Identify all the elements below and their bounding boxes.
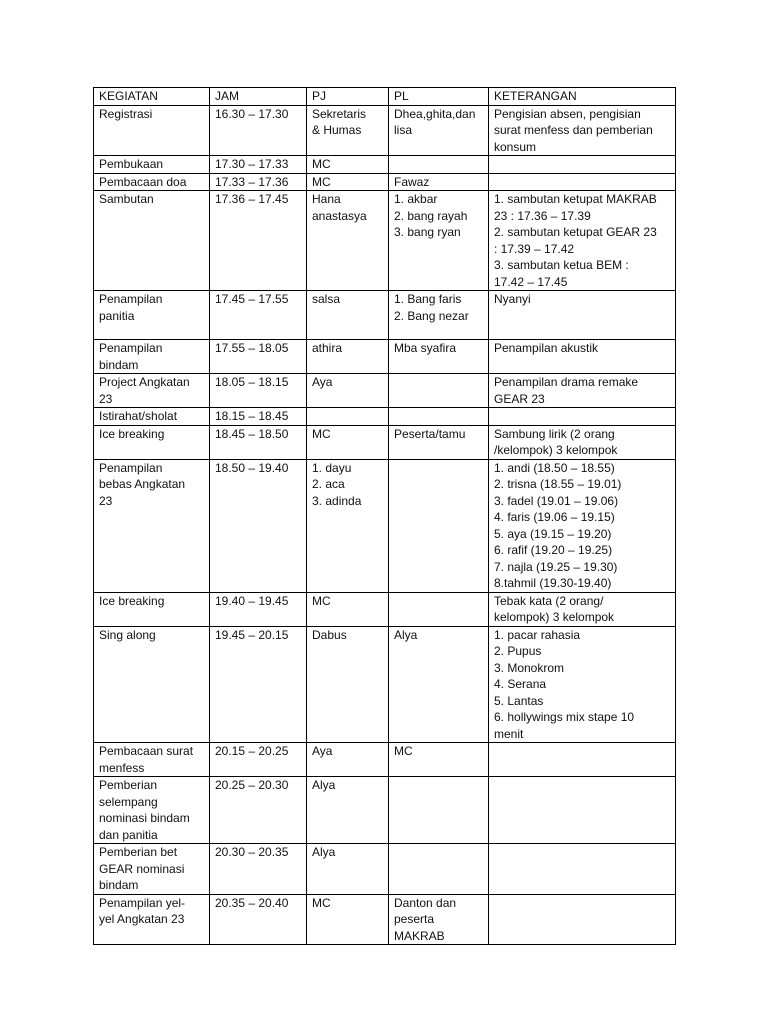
- cell-line: 3. sambutan ketua BEM :: [494, 258, 629, 272]
- cell-pl: [389, 626, 489, 743]
- cell-line: 4. Serana: [494, 677, 547, 691]
- cell-line: menit: [494, 726, 524, 741]
- cell-line: Dabus: [312, 627, 347, 642]
- cell-pl: [389, 459, 489, 592]
- cell-kegiatan: [94, 894, 210, 945]
- cell-pj: [307, 743, 389, 777]
- cell-jam: [210, 408, 307, 426]
- cell-line: & Humas: [312, 123, 362, 137]
- cell-kegiatan: [94, 291, 210, 340]
- table-row: [94, 592, 676, 626]
- table-row: [94, 374, 676, 408]
- cell-line: 4. faris (19.06 – 19.15): [494, 510, 615, 524]
- cell-line: Danton dan: [394, 895, 457, 910]
- cell-line: MC: [312, 174, 331, 189]
- cell-jam: [210, 291, 307, 340]
- table-row: [94, 777, 676, 844]
- cell-line: 18.15 – 18.45: [215, 409, 289, 423]
- cell-line: Penampilan drama remake: [494, 375, 639, 389]
- cell-kegiatan: [94, 191, 210, 291]
- cell-pj: [307, 173, 389, 191]
- cell-pj: [307, 374, 389, 408]
- cell-pj: [307, 291, 389, 340]
- cell-line: menfess: [99, 760, 145, 775]
- cell-kegiatan: [94, 374, 210, 408]
- cell-kegiatan: [94, 425, 210, 459]
- cell-line: 20.30 – 20.35: [215, 845, 289, 859]
- cell-pj: [307, 777, 389, 844]
- cell-line: 5. Lantas: [494, 693, 544, 708]
- cell-line: MC: [312, 593, 331, 608]
- cell-line: Dhea,ghita,dan: [394, 106, 476, 121]
- table-row: [94, 844, 676, 895]
- cell-ket: [489, 743, 676, 777]
- cell-jam: [210, 626, 307, 743]
- cell-jam: [210, 374, 307, 408]
- cell-line: Registrasi: [99, 106, 153, 121]
- cell-kegiatan: [94, 340, 210, 374]
- cell-kegiatan: [94, 156, 210, 174]
- header-jam: JAM: [210, 88, 307, 106]
- cell-line: konsum: [494, 139, 537, 154]
- cell-line: 23 : 17.36 – 17.39: [494, 208, 591, 223]
- cell-line: athira: [312, 341, 343, 355]
- cell-line: Alya: [312, 778, 336, 792]
- cell-ket: [489, 173, 676, 191]
- cell-line: Ice breaking: [99, 426, 165, 441]
- cell-pl: [389, 408, 489, 426]
- cell-ket: [489, 626, 676, 743]
- cell-line: 2. sambutan ketupat GEAR 23: [494, 225, 657, 239]
- cell-kegiatan: [94, 459, 210, 592]
- cell-pl: [389, 156, 489, 174]
- cell-pj: [307, 191, 389, 291]
- cell-line: 16.30 – 17.30: [215, 106, 289, 121]
- table-row: [94, 105, 676, 156]
- cell-ket: [489, 105, 676, 156]
- cell-line: 2. aca: [312, 477, 345, 491]
- table-row: [94, 340, 676, 374]
- cell-pj: [307, 844, 389, 895]
- cell-pj: [307, 592, 389, 626]
- cell-pl: [389, 425, 489, 459]
- cell-line: Sekretaris: [312, 106, 367, 121]
- cell-pj: [307, 105, 389, 156]
- cell-ket: [489, 156, 676, 174]
- cell-ket: [489, 844, 676, 895]
- cell-line: 2. Pupus: [494, 644, 542, 658]
- cell-line: salsa: [312, 292, 341, 306]
- cell-jam: [210, 844, 307, 895]
- table-row: [94, 425, 676, 459]
- cell-line: 2. trisna (18.55 – 19.01): [494, 477, 622, 491]
- cell-line: Nyanyi: [494, 292, 531, 306]
- cell-line: Penampilan yel-: [99, 895, 186, 910]
- cell-line: 3. bang ryan: [394, 225, 461, 239]
- cell-pl: [389, 894, 489, 945]
- cell-line: 19.40 – 19.45: [215, 593, 289, 608]
- cell-jam: [210, 743, 307, 777]
- cell-line: 5. aya (19.15 – 19.20): [494, 526, 612, 541]
- cell-line: : 17.39 – 17.42: [494, 241, 575, 256]
- cell-line: 23: [99, 391, 113, 406]
- cell-line: 17.36 – 17.45: [215, 192, 289, 206]
- cell-ket: [489, 425, 676, 459]
- cell-line: 17.30 – 17.33: [215, 157, 289, 171]
- cell-line: 1. pacar rahasia: [494, 627, 581, 642]
- cell-line: 1. akbar: [394, 192, 438, 206]
- cell-jam: [210, 777, 307, 844]
- cell-line: Pembukaan: [99, 157, 164, 171]
- table-row: [94, 173, 676, 191]
- cell-line: kelompok) 3 kelompok: [494, 610, 615, 624]
- cell-pl: [389, 592, 489, 626]
- cell-pj: [307, 894, 389, 945]
- cell-pj: [307, 408, 389, 426]
- cell-line: 20.25 – 20.30: [215, 778, 289, 792]
- cell-line: 23: [99, 493, 113, 508]
- cell-kegiatan: [94, 844, 210, 895]
- cell-kegiatan: [94, 743, 210, 777]
- cell-line: bindam: [99, 878, 139, 892]
- cell-jam: [210, 425, 307, 459]
- cell-kegiatan: [94, 777, 210, 844]
- table-row: [94, 408, 676, 426]
- cell-line: MC: [312, 895, 331, 910]
- cell-line: Project Angkatan: [99, 375, 190, 389]
- cell-pl: [389, 105, 489, 156]
- cell-line: GEAR 23: [494, 391, 545, 406]
- cell-line: Istirahat/sholat: [99, 409, 178, 423]
- cell-line: Alya: [312, 845, 336, 859]
- cell-line: Pembacaan doa: [99, 174, 187, 189]
- cell-line: panitia: [99, 308, 135, 323]
- cell-ket: [489, 459, 676, 592]
- cell-line: 19.45 – 20.15: [215, 627, 289, 642]
- cell-line: MC: [312, 426, 331, 441]
- cell-pl: [389, 291, 489, 340]
- cell-jam: [210, 173, 307, 191]
- header-pl: PL: [389, 88, 489, 106]
- cell-line: 20.15 – 20.25: [215, 744, 289, 758]
- cell-pl: [389, 777, 489, 844]
- cell-pl: [389, 844, 489, 895]
- cell-jam: [210, 459, 307, 592]
- cell-line: 1. dayu: [312, 460, 352, 475]
- table-row: [94, 191, 676, 291]
- cell-ket: [489, 191, 676, 291]
- cell-line: Penampilan: [99, 341, 163, 355]
- table-row: [94, 156, 676, 174]
- cell-line: yel Angkatan 23: [99, 912, 185, 926]
- cell-pl: [389, 191, 489, 291]
- cell-line: Penampilan: [99, 460, 163, 475]
- cell-pl: [389, 374, 489, 408]
- cell-line: 1. Bang faris: [394, 292, 462, 306]
- cell-jam: [210, 191, 307, 291]
- cell-line: Pemberian: [99, 778, 158, 792]
- cell-line: peserta: [394, 912, 435, 926]
- cell-line: 1. sambutan ketupat MAKRAB: [494, 192, 657, 206]
- cell-ket: [489, 592, 676, 626]
- cell-pl: [389, 340, 489, 374]
- cell-line: Aya: [312, 744, 333, 758]
- cell-jam: [210, 894, 307, 945]
- header-pj: PJ: [307, 88, 389, 106]
- cell-line: 18.50 – 19.40: [215, 460, 289, 475]
- cell-line: 3. adinda: [312, 493, 362, 508]
- cell-line: Pembacaan surat: [99, 744, 194, 758]
- cell-jam: [210, 105, 307, 156]
- cell-line: Pemberian bet: [99, 845, 178, 859]
- cell-kegiatan: [94, 408, 210, 426]
- cell-pl: [389, 173, 489, 191]
- cell-pj: [307, 156, 389, 174]
- cell-jam: [210, 592, 307, 626]
- cell-pj: [307, 626, 389, 743]
- cell-line: lisa: [394, 123, 413, 137]
- cell-jam: [210, 340, 307, 374]
- cell-line: MC: [394, 744, 413, 758]
- table-row: [94, 626, 676, 743]
- cell-line: MAKRAB: [394, 928, 445, 943]
- schedule-table: [93, 87, 676, 945]
- cell-line: 7. najla (19.25 – 19.30): [494, 559, 618, 574]
- cell-line: Peserta/tamu: [394, 426, 466, 441]
- cell-line: 18.05 – 18.15: [215, 375, 289, 389]
- table-row: [94, 459, 676, 592]
- cell-line: 6. rafif (19.20 – 19.25): [494, 543, 613, 557]
- cell-line: Penampilan: [99, 292, 163, 306]
- cell-line: Hana: [312, 192, 341, 206]
- cell-line: Sing along: [99, 627, 156, 642]
- cell-line: nominasi bindam: [99, 811, 190, 825]
- cell-line: selempang: [99, 794, 158, 809]
- table-row: [94, 894, 676, 945]
- cell-line: 17.45 – 17.55: [215, 292, 289, 306]
- cell-line: /kelompok) 3 kelompok: [494, 443, 618, 457]
- table-row: [94, 291, 676, 340]
- cell-line: Alya: [394, 627, 418, 642]
- cell-line: 3. fadel (19.01 – 19.06): [494, 493, 619, 508]
- cell-line: bebas Angkatan: [99, 477, 186, 491]
- cell-line: 20.35 – 20.40: [215, 895, 289, 910]
- header-keterangan: KETERANGAN: [489, 88, 676, 106]
- cell-pl: [389, 743, 489, 777]
- cell-pj: [307, 340, 389, 374]
- cell-ket: [489, 291, 676, 340]
- cell-kegiatan: [94, 105, 210, 156]
- cell-ket: [489, 340, 676, 374]
- cell-line: bindam: [99, 357, 139, 372]
- cell-line: Sambutan: [99, 192, 154, 206]
- cell-ket: [489, 777, 676, 844]
- cell-line: GEAR nominasi: [99, 861, 185, 876]
- cell-line: Sambung lirik (2 orang: [494, 426, 615, 441]
- cell-line: dan panitia: [99, 827, 158, 842]
- cell-line: 3. Monokrom: [494, 660, 565, 675]
- cell-line: 2. bang rayah: [394, 208, 468, 223]
- cell-line: 8.tahmil (19.30-19.40): [494, 576, 612, 590]
- cell-ket: [489, 894, 676, 945]
- cell-line: MC: [312, 157, 331, 171]
- cell-line: 1. andi (18.50 – 18.55): [494, 460, 615, 475]
- cell-line: Fawaz: [394, 174, 430, 189]
- cell-ket: [489, 408, 676, 426]
- table-row: [94, 743, 676, 777]
- cell-line: 6. hollywings mix stape 10: [494, 710, 635, 724]
- cell-jam: [210, 156, 307, 174]
- cell-line: surat menfess dan pemberian: [494, 123, 653, 137]
- cell-line: 17.55 – 18.05: [215, 341, 289, 355]
- cell-line: Mba syafira: [394, 341, 457, 355]
- cell-line: 17.33 – 17.36: [215, 174, 289, 189]
- cell-kegiatan: [94, 173, 210, 191]
- cell-line: Tebak kata (2 orang/: [494, 593, 604, 608]
- cell-pj: [307, 459, 389, 592]
- cell-line: 2. Bang nezar: [394, 308, 469, 323]
- cell-kegiatan: [94, 626, 210, 743]
- cell-kegiatan: [94, 592, 210, 626]
- cell-line: 17.42 – 17.45: [494, 274, 568, 289]
- cell-line: 18.45 – 18.50: [215, 426, 289, 441]
- header-kegiatan: KEGIATAN: [94, 88, 210, 106]
- cell-line: Penampilan akustik: [494, 341, 599, 355]
- cell-line: Ice breaking: [99, 593, 165, 608]
- cell-line: Pengisian absen, pengisian: [494, 106, 641, 121]
- header-row: [94, 88, 676, 106]
- cell-line: anastasya: [312, 208, 367, 223]
- cell-pj: [307, 425, 389, 459]
- cell-ket: [489, 374, 676, 408]
- cell-line: Aya: [312, 375, 333, 389]
